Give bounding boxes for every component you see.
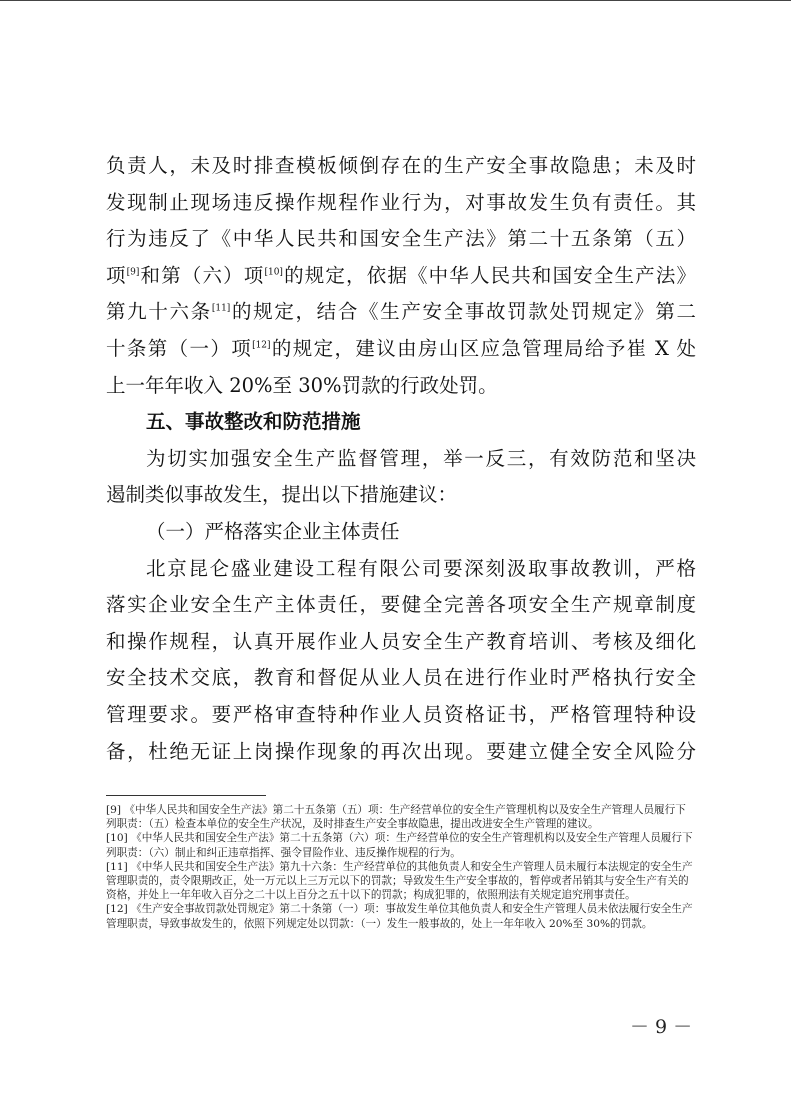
section-heading: 五、事故整改和防范措施 xyxy=(146,410,361,434)
footnote-9: [9] 《中华人民共和国安全生产法》第二十五条第（五）项：生产经营单位的安全生产管理机构以及安全生产管理人员履行下列职责：（五）检查本单位的安全生产状况，及时排查生产安全事故隐患，提出改进安全生产管理的建议。 xyxy=(106,804,686,831)
text-span: 项 xyxy=(106,263,127,287)
body-text xyxy=(106,148,696,770)
body-line: 遏制类似事故发生，提出以下措施建议： xyxy=(106,483,458,507)
footnote-10: [10] 《中华人民共和国安全生产法》第二十五条第（六）项：生产经营单位的安全生产管理机构以及安全生产管理人员履行下列职责：（六）制止和纠正违章指挥、强令冒险作业、违反操作规程的行为。 xyxy=(106,832,693,859)
body-line: 为切实加强安全生产监督管理，举一反三，有效防范和坚决 xyxy=(146,446,696,470)
body-line: 安全技术交底，教育和督促从业人员在进行作业时严格执行安全 xyxy=(106,666,696,690)
body-line: 落实企业安全生产主体责任，要健全完善各项安全生产规章制度 xyxy=(106,593,696,617)
subsection-heading: （一）严格落实企业主体责任 xyxy=(146,519,400,543)
footnote-ref-9[interactable]: [9] xyxy=(126,267,140,278)
body-line: 发现制止现场违反操作规程作业行为，对事故发生负有责任。其 xyxy=(106,190,696,214)
text-span: 和第（六）项 xyxy=(139,263,265,287)
footnote-11: [11] 《中华人民共和国安全生产法》第九十六条：生产经营单位的其他负责人和安全生产管理人员未履行本法规定的安全生产管理职责的，责令限期改正，处一万元以上三万元以下的罚款；导致发生生产安全事故的，暂停或者吊销其与安全生产有关的资格，并处上一年年收入百分之二十以上百分之五十以下的罚款；构成犯罪的，依照刑法有关规定追究刑事责任。 xyxy=(106,860,693,902)
page-number: － 9 － xyxy=(630,1016,693,1038)
text-span: 第九十六条 xyxy=(106,300,212,324)
footnote-ref-12[interactable]: [12] xyxy=(252,340,271,351)
body-line: 北京昆仑盛业建设工程有限公司要深刻汲取事故教训，严格 xyxy=(146,556,696,580)
body-line: 负责人，未及时排查模板倾倒存在的生产安全事故隐患；未及时 xyxy=(106,154,696,177)
text-span: 的规定，依据《中华人民共和国安全生产法》 xyxy=(282,263,696,287)
body-line xyxy=(106,258,696,295)
footnote-ref-11[interactable]: [11] xyxy=(211,303,231,314)
body-line: 行为违反了《中华人民共和国安全生产法》第二十五条第（五） xyxy=(106,227,696,251)
body-line: 和操作规程，认真开展作业人员安全生产教育培训、考核及细化 xyxy=(106,629,696,653)
body-line: 上一年年收入 20%至 30%罚款的行政处罚。 xyxy=(106,373,498,397)
text-span: 十条第（一）项 xyxy=(106,336,253,360)
text-span: 的规定，结合《生产安全事故罚款处罚规定》第二 xyxy=(230,300,696,324)
footnote-12: [12] 《生产安全事故罚款处罚规定》第二十条第（一）项：事故发生单位其他负责人和安全生产管理人员未依法履行安全生产管理职责，导致事故发生的，依照下列规定处以罚款：（一）发生一般事故的，处上一年年收入 20%至 30%的罚款。 xyxy=(106,903,693,930)
footnote-ref-10[interactable]: [10] xyxy=(264,267,283,278)
body-line xyxy=(106,331,696,368)
body-line: 备，杜绝无证上岗操作现象的再次出现。要建立健全安全风险分 xyxy=(106,739,696,763)
body-line: 管理要求。要严格审查特种作业人员资格证书，严格管理特种设 xyxy=(106,702,696,726)
footnote-separator xyxy=(106,795,266,796)
footnotes xyxy=(106,803,696,931)
top-border-line xyxy=(0,0,791,1)
text-span: 的规定，建议由房山区应急管理局给予崔 X 处 xyxy=(270,336,696,360)
body-line xyxy=(106,294,696,331)
